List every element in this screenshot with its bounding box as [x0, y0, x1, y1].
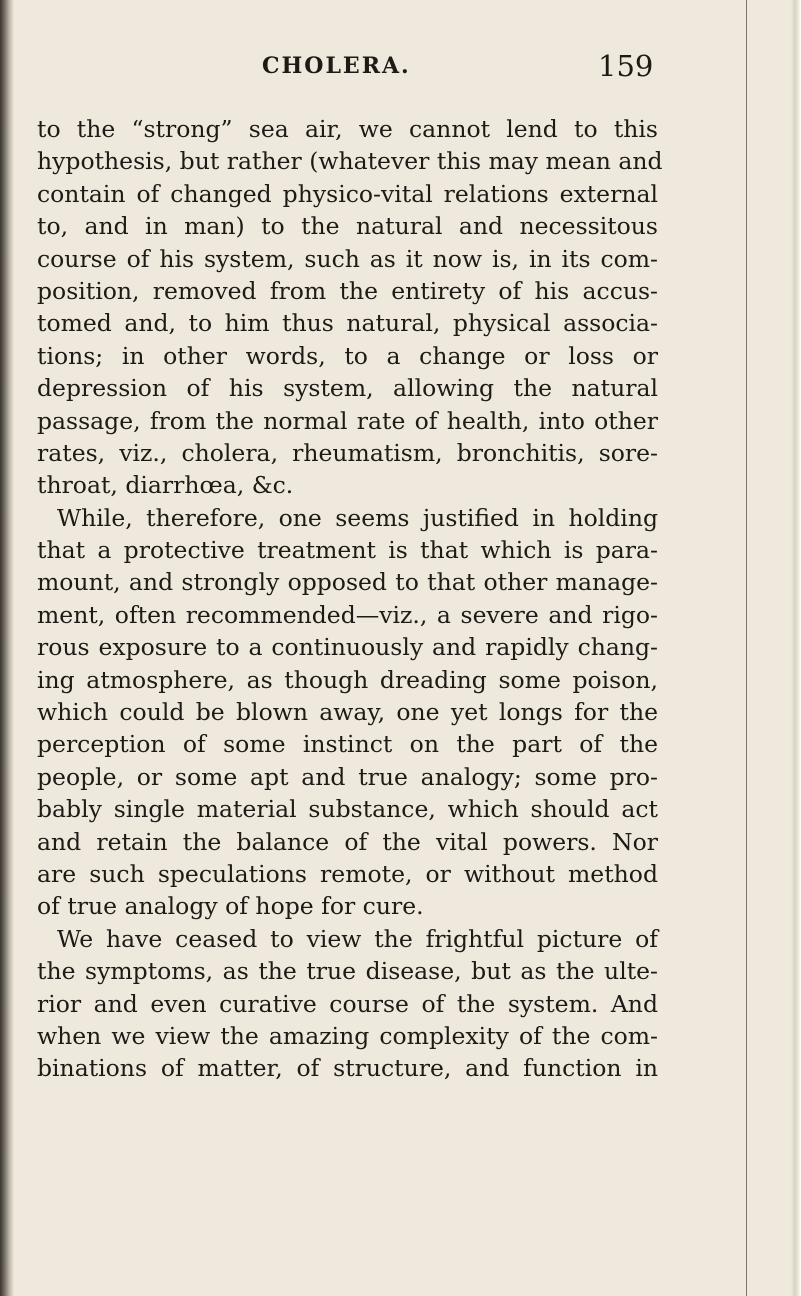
text-line: to the “strong” sea air, we cannot lend to this — [37, 115, 658, 143]
text-line: passage, from the normal rate of health, into other — [37, 406, 658, 435]
text-line: position, removed from the entirety of his accus- — [37, 276, 658, 305]
text-line: perception of some instinct on the part of the — [37, 730, 658, 759]
text-line: course of his system, such as it now is, in its com- — [37, 244, 658, 273]
running-head: CHOLERA. — [262, 53, 411, 79]
text-line: bably single material substance, which should act — [37, 795, 658, 824]
text-line: hypothesis, but rather (whatever this may mean and — [37, 147, 663, 176]
text-line: binations of matter, of structure, and function in — [37, 1054, 658, 1083]
page-header — [0, 49, 801, 87]
text-line: that a protective treatment is that which is para- — [37, 536, 658, 565]
text-line: the symptoms, as the true disease, but as the ulte- — [37, 957, 658, 986]
body-text — [37, 113, 663, 1085]
text-line: when we view the amazing complexity of the com- — [37, 1021, 658, 1050]
page-fore-edge — [751, 0, 801, 1296]
page-gutter-shadow — [0, 0, 14, 1296]
text-line: which could be blown away, one yet longs for the — [37, 698, 658, 727]
text-line: contain of changed physico-vital relations external — [37, 179, 658, 208]
text-line: ing atmosphere, as though dreading some poison, — [37, 665, 658, 694]
page-number: 159 — [598, 49, 654, 83]
text-line: rior and even curative course of the system. And — [37, 989, 658, 1018]
text-line: rates, viz., cholera, rheumatism, bronchitis, sore- — [37, 438, 658, 467]
text-line: to, and in man) to the natural and necessitous — [37, 212, 658, 241]
text-line: throat, diarrhœa, &c. — [37, 471, 294, 500]
text-line: rous exposure to a continuously and rapidly chang- — [37, 633, 658, 662]
text-line: are such speculations remote, or without method — [37, 859, 658, 888]
text-line: depression of his system, allowing the natural — [37, 374, 658, 403]
text-line: ment, often recommended—viz., a severe and rigo- — [37, 600, 658, 629]
text-line: of true analogy of hope for cure. — [37, 892, 424, 921]
page-edge-line — [746, 0, 747, 1296]
text-line: and retain the balance of the vital powers. Nor — [37, 827, 658, 856]
text-line: tions; in other words, to a change or loss or — [37, 341, 658, 370]
text-line: people, or some apt and true analogy; some pro- — [37, 762, 658, 791]
text-line: tomed and, to him thus natural, physical associa- — [37, 309, 658, 338]
text-line: mount, and strongly opposed to that other manage- — [37, 568, 658, 597]
text-line: We have ceased to view the frightful picture of — [57, 924, 658, 953]
text-line: While, therefore, one seems justified in holding — [57, 503, 658, 532]
